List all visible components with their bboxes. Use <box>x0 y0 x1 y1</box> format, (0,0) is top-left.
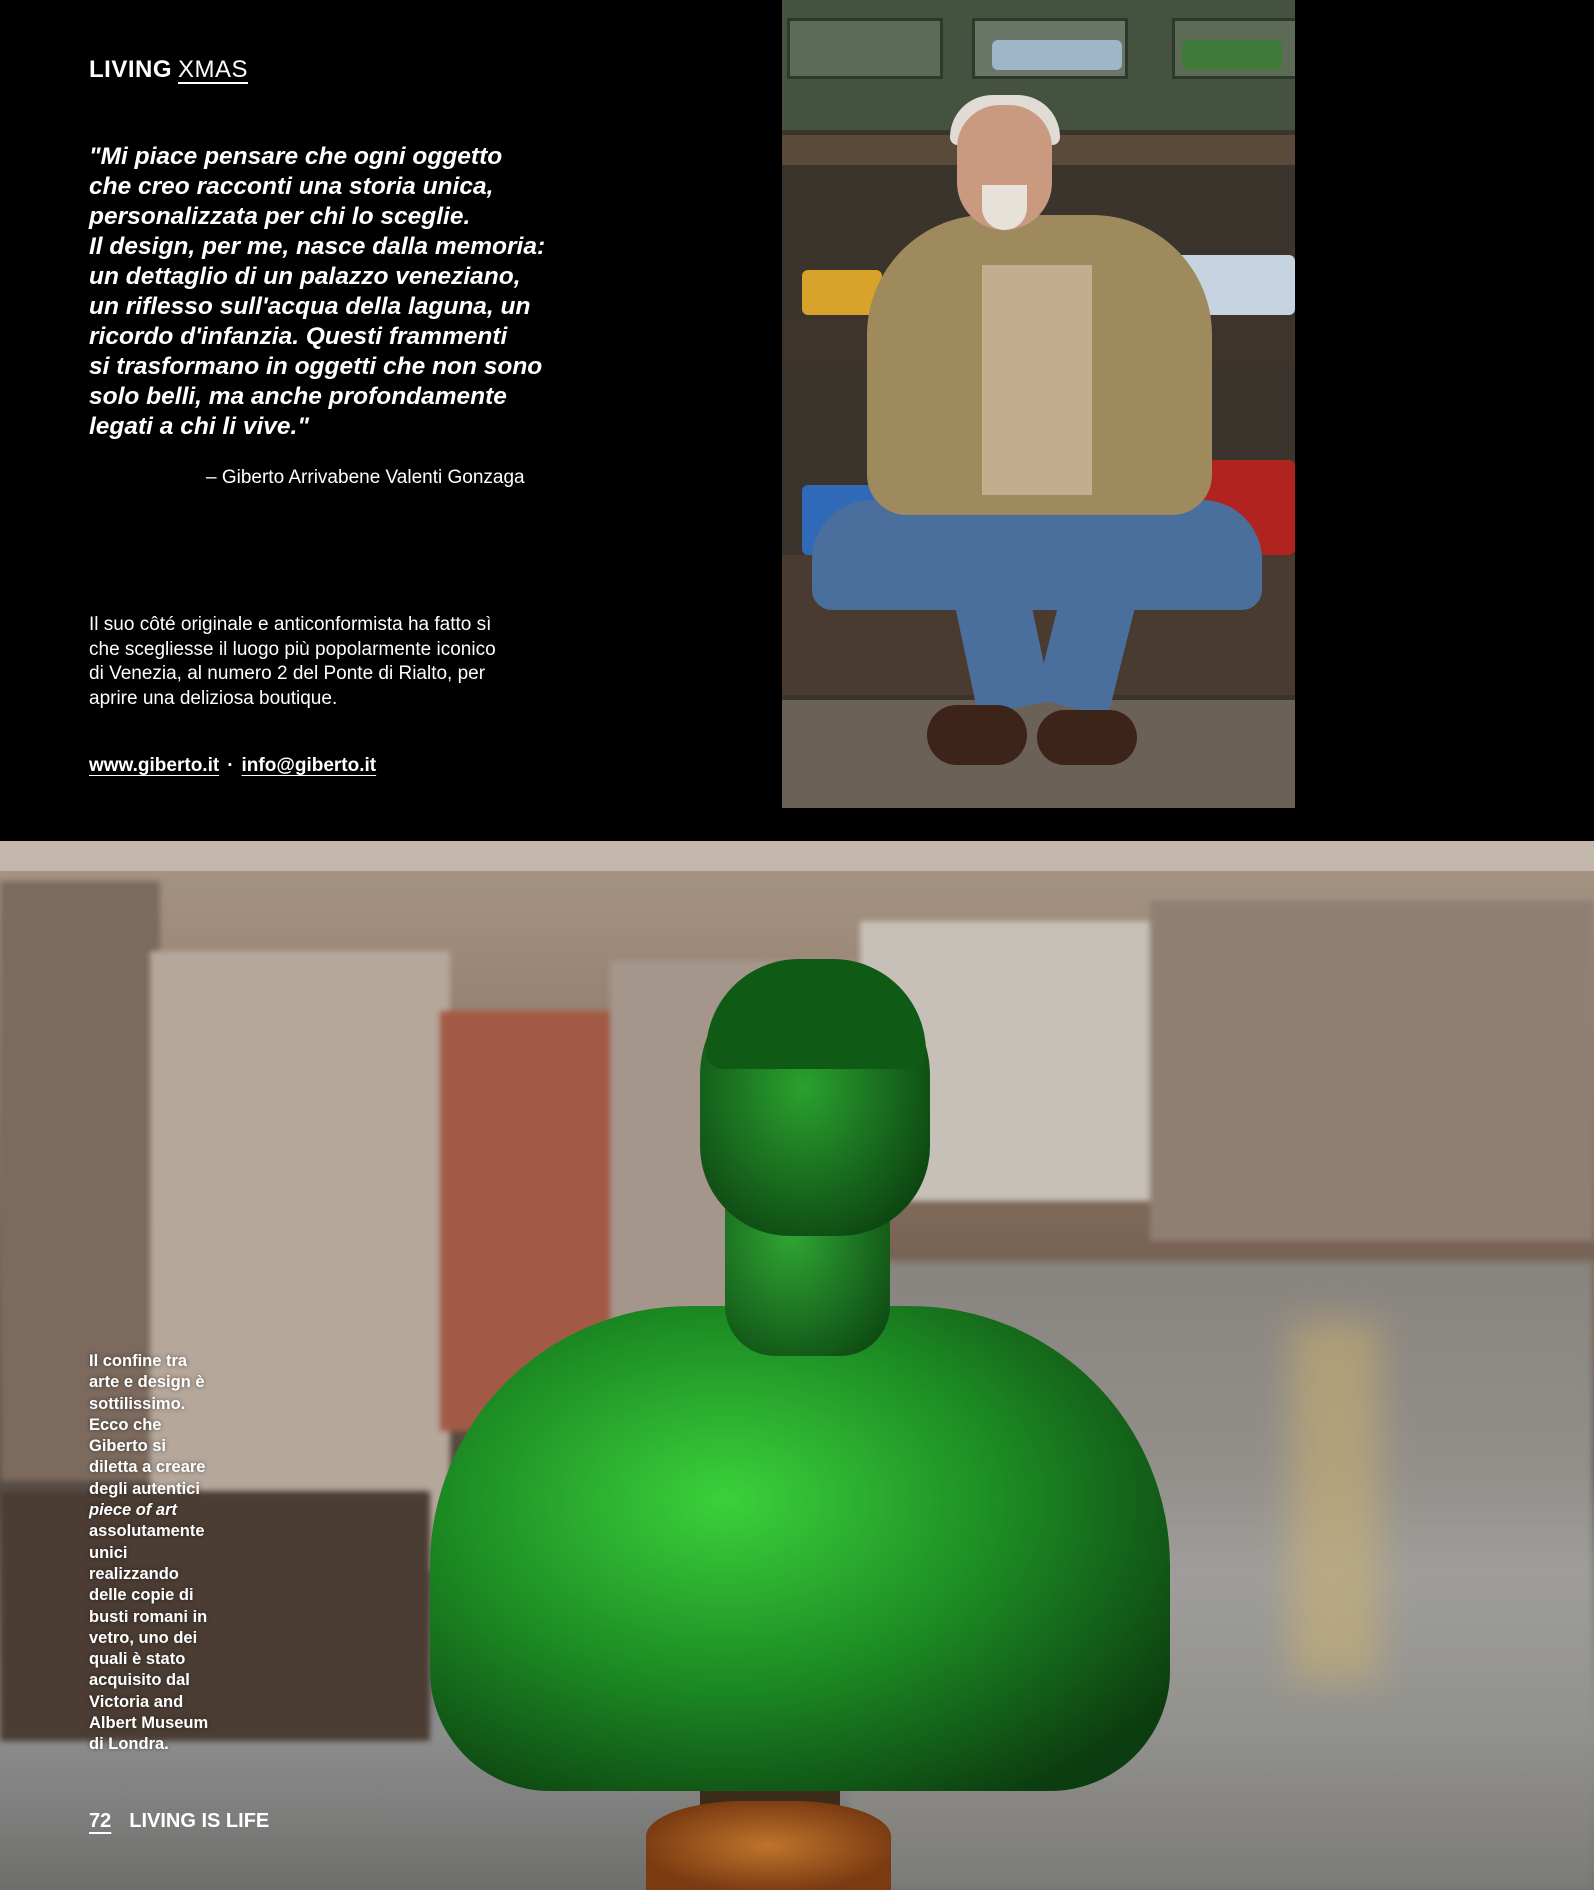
page-number: 72 <box>89 1810 112 1832</box>
photo-caption <box>89 1351 219 1756</box>
contact-links <box>89 755 376 777</box>
body-paragraph: Il suo côté originale e anticonformista ha fatto sì che scegliesse il luogo più popolarmente iconico di Venezia, al numero 2 del Ponte di Rialto, per aprire una deliziosa boutique. <box>89 614 496 709</box>
portrait-photo <box>782 0 1295 808</box>
top-section <box>0 0 1594 841</box>
caption-text-1: Il confine tra arte e design è sottilissimo. Ecco che Giberto si diletta a creare degli autentici <box>89 1352 206 1498</box>
caption-text-2: assolutamente unici realizzando delle copie di busti romani in vetro, uno dei quali è stato acquisito dal Victoria and Albert Museum di Londra. <box>89 1522 209 1754</box>
link-separator: · <box>227 755 234 776</box>
email-link[interactable]: info@giberto.it <box>241 755 377 776</box>
magazine-name: LIVING IS LIFE <box>129 1810 270 1832</box>
pull-quote: "Mi piace pensare che ogni oggetto che creo racconti una storia unica, personalizzata per chi lo sceglie. Il design, per me, nasce dalla memoria: un dettaglio di un palazzo veneziano, un riflesso sull'acqua della laguna, un ricordo d'infanzia. Questi frammenti si trasformano in oggetti che non sono solo belli, ma anche profondamente legati a chi li vive." <box>89 143 546 440</box>
quote-author: – Giberto Arrivabene Valenti Gonzaga <box>206 467 525 488</box>
caption-italic: piece of art <box>89 1501 178 1520</box>
section-label: LIVING <box>89 56 173 83</box>
section-sublabel: XMAS <box>178 56 249 83</box>
website-link[interactable]: www.giberto.it <box>89 755 220 776</box>
section-header <box>89 56 248 84</box>
glass-bust-photo <box>0 841 1594 1890</box>
page-footer <box>89 1810 269 1833</box>
